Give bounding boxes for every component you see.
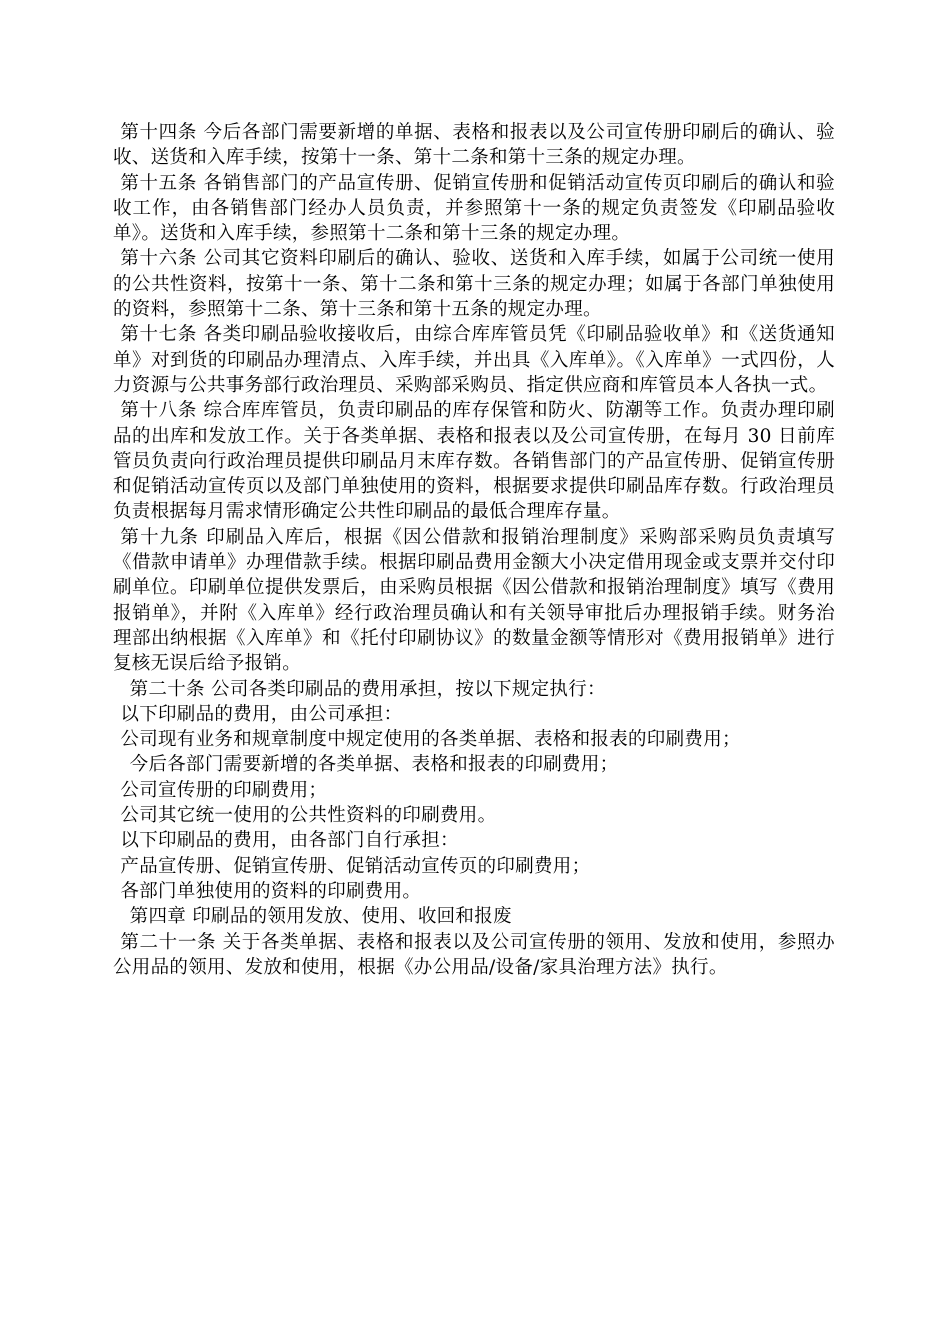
department-cost-item: 各部门单独使用的资料的印刷费用。: [120, 880, 422, 902]
company-cost-item: 公司其它统一使用的公共性资料的印刷费用。: [120, 805, 497, 827]
article-21-paragraph: 第二十一条 关于各类单据、表格和报表以及公司宣传册的领用、发放和使用，参照办公用品的领用、发放和使用，根据《办公用品/设备/家具治理方法》执行。: [113, 931, 835, 978]
department-cost-item: 产品宣传册、促销宣传册、促销活动宣传页的印刷费用；: [120, 855, 591, 877]
article-16-paragraph: 第十六条 公司其它资料印刷后的确认、验收、送货和入库手续，如属于公司统一使用的公共性资料，按第十一条、第十二条和第十三条的规定办理；如属于各部门单独使用的资料，参照第十二条、第十三条和第十五条的规定办理。: [113, 248, 835, 321]
article-14-paragraph: 第十四条 今后各部门需要新增的单据、表格和报表以及公司宣传册印刷后的确认、验收、送货和入库手续，按第十一条、第十二条和第十三条的规定办理。: [113, 122, 835, 169]
article-20-paragraph: 第二十条 公司各类印刷品的费用承担，按以下规定执行：: [129, 678, 606, 700]
company-cost-item: 公司现有业务和规章制度中规定使用的各类单据、表格和报表的印刷费用；: [120, 729, 741, 751]
article-18-paragraph: 第十八条 综合库库管员，负责印刷品的库存保管和防火、防潮等工作。负责办理印刷品的出库和发放工作。关于各类单据、表格和报表以及公司宣传册，在每月 30 日前库管员负责向行政治理员提供印刷品月末库存数。各销售部门的产品宣传册、促销宣传册和促销活动宣传页以及部门单独使用的资料，根据要求提供印刷品库存数。行政治理员负责根据每月需求情形确定公共性印刷品的最低合理库存量。: [113, 400, 835, 523]
article-15-paragraph: 第十五条 各销售部门的产品宣传册、促销宣传册和促销活动宣传页印刷后的确认和验收工作，由各销售部门经办人员负责，并参照第十一条的规定负责签发《印刷品验收单》。送货和入库手续，参照第十二条和第十三条的规定办理。: [113, 172, 835, 245]
article-19-paragraph: 第十九条 印刷品入库后，根据《因公借款和报销治理制度》采购部采购员负责填写《借款申请单》办理借款手续。根据印刷品费用金额大小决定借用现金或支票并交付印刷单位。印刷单位提供发票后，由采购员根据《因公借款和报销治理制度》填写《费用报销单》，并附《入库单》经行政治理员确认和有关领导审批后办理报销手续。财务治理部出纳根据《入库单》和《托付印刷协议》的数量金额等情形对《费用报销单》进行复核无误后给予报销。: [113, 526, 835, 675]
company-cost-item: 公司宣传册的印刷费用；: [120, 779, 328, 801]
document-body: [113, 120, 835, 980]
department-borne-costs-heading: 以下印刷品的费用，由各部门自行承担：: [120, 830, 459, 852]
article-17-paragraph: 第十七条 各类印刷品验收接收后，由综合库库管员凭《印刷品验收单》和《送货通知单》对到货的印刷品办理清点、入库手续，并出具《入库单》。《入库单》一式四份，人力资源与公共事务部行政治理员、采购部采购员、指定供应商和库管员本人各执一式。: [113, 324, 835, 396]
company-borne-costs-heading: 以下印刷品的费用，由公司承担：: [120, 703, 403, 725]
chapter-4-heading: 第四章 印刷品的领用发放、使用、收回和报废: [129, 906, 512, 928]
company-cost-item: 今后各部门需要新增的各类单据、表格和报表的印刷费用；: [129, 754, 619, 776]
